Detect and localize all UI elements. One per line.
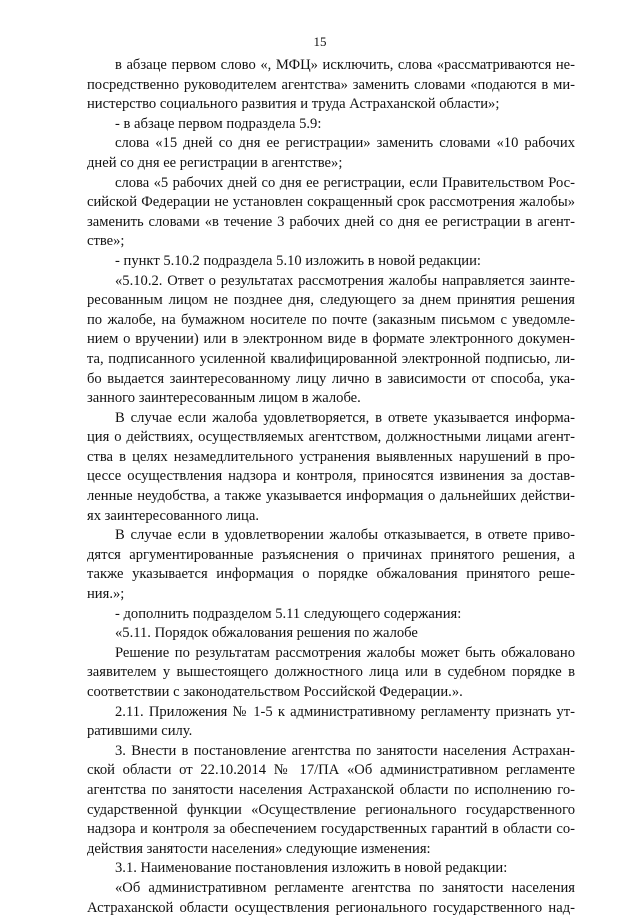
text-line: Решение по результатам рассмотрения жалобы может быть обжаловано [115,644,575,661]
text-line: также указывается информация о порядке обжалования принятого реше- [87,566,575,583]
text-line: заявителем у вышестоящего должностного лица или в судебном порядке в [87,664,575,681]
text-line: ской области от 22.10.2014 № 17/ПА «Об административном регламенте [87,762,575,779]
text-line: ция о действиях, осуществляемых агентством, должностными лицами агент- [87,429,575,446]
text-line: бо выдается заинтересованному лицу лично в зависимости от способа, ука- [87,370,575,387]
text-line: соответствии с законодательством Российской Федерации.». [87,684,463,700]
text-line: по жалобе, на бумажном носителе по почте (заказным письмом с уведомле- [87,311,575,328]
text-line: сударственной функции «Осуществление регионального государственного [87,801,575,818]
text-line: в абзаце первом слово «, МФЦ» исключить, слова «рассматриваются не- [115,57,575,73]
text-line: ния.»; [87,586,125,603]
text-line: ства в целях незамедлительного устранения выявленных нарушений в про- [87,448,575,465]
text-line: стве»; [87,233,125,250]
text-line: 2.11. Приложения № 1-5 к административному регламенту признать ут- [115,703,575,720]
text-line: агентства по занятости населения Астраханской области по исполнению го- [87,781,575,798]
text-line: ях заинтересованного лица. [87,507,259,524]
text-line: 3.1. Наименование постановления изложить в новой редакции: [115,860,508,877]
text-line: - пункт 5.10.2 подраздела 5.10 изложить в новой редакции: [115,252,481,269]
text-line: ресованным лицом не позднее дня, следующего за днем принятия решения [87,292,575,309]
text-line: слова «15 дней со дня ее регистрации» заменить словами «10 рабочих [115,135,575,152]
text-line: нистерство социального развития и труда Астраханской области»; [87,96,500,113]
text-line: - в абзаце первом подраздела 5.9: [115,115,322,132]
text-line: надзора и контроля за обеспечением государственных гарантий в области со- [87,821,575,838]
text-line: дней со дня ее регистрации в агентстве»; [87,154,343,171]
text-line: действия занятости населения» следующие изменения: [87,840,431,857]
text-line: В случае если жалоба удовлетворяется, в ответе указывается информа- [115,409,575,426]
text-line: В случае если в удовлетворении жалобы отказывается, в ответе приво- [115,527,575,544]
text-line: цессе осуществления надзора и контроля, приносятся извинения за достав- [87,468,575,485]
text-line: «5.10.2. Ответ о результатах рассмотрения жалобы направляется заинте- [115,272,575,289]
text-line: нием о вручении) или в электронном виде в формате электронного докумен- [87,331,575,348]
text-line: - дополнить подразделом 5.11 следующего содержания: [115,605,462,622]
text-line: «Об административном регламенте агентства по занятости населения [115,879,575,896]
text-line: дятся аргументированные разъяснения о причинах принятого решения, а [87,546,575,563]
text-line: Астраханской области осуществления регионального государственного над- [87,899,575,916]
text-line: «5.11. Порядок обжалования решения по жалобе [115,625,418,642]
text-line: 3. Внести в постановление агентства по занятости населения Астрахан- [115,742,575,759]
text-line: заменить словами «в течение 3 рабочих дней со дня ее регистрации в агент- [87,213,575,230]
text-line: ратившими силу. [87,723,193,740]
text-line: сийской Федерации не установлен сокращенный срок рассмотрения жалобы» [87,194,575,211]
text-line: слова «5 рабочих дней со дня ее регистрации, если Правительством Рос- [115,174,575,191]
text-line: ленные неудобства, а также указывается информация о дальнейших действи- [87,488,575,505]
page-number: 15 [313,34,327,49]
document-body [87,56,575,918]
text-line: та, подписанного усиленной квалифицированной электронной подписью, ли- [87,350,575,367]
text-line: посредственно руководителем агентства» заменить словами «подаются в ми- [87,76,575,93]
text-line: занного заинтересованным лицом в жалобе. [87,390,361,407]
